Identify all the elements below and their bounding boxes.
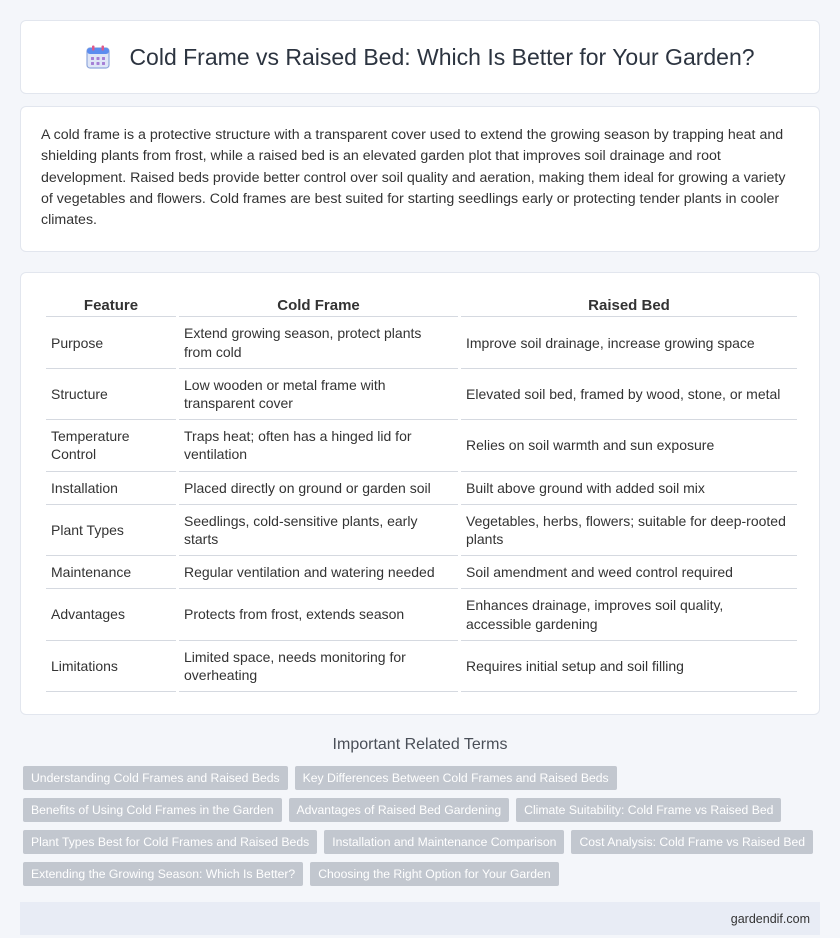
raised-bed-cell: Requires initial setup and soil filling — [460, 640, 798, 691]
calendar-icon — [85, 44, 111, 70]
feature-cell: Maintenance — [45, 556, 178, 589]
raised-bed-cell: Relies on soil warmth and sun exposure — [460, 420, 798, 471]
table-row — [45, 420, 798, 471]
feature-cell: Plant Types — [45, 504, 178, 555]
raised-bed-cell: Elevated soil bed, framed by wood, stone, or metal — [460, 368, 798, 419]
feature-cell: Limitations — [45, 640, 178, 691]
feature-cell: Installation — [45, 471, 178, 504]
comparison-table — [43, 291, 797, 692]
related-term-tag[interactable]: Choosing the Right Option for Your Garden — [310, 862, 558, 886]
related-terms-title: Important Related Terms — [332, 736, 508, 754]
related-term-tag[interactable]: Installation and Maintenance Comparison — [324, 830, 564, 854]
table-row — [45, 317, 798, 368]
page-footer — [20, 902, 820, 935]
raised-bed-cell: Vegetables, herbs, flowers; suitable for deep-rooted plants — [460, 504, 798, 555]
raised-bed-cell: Enhances drainage, improves soil quality, accessible gardening — [460, 589, 798, 640]
column-header-feature: Feature — [45, 291, 178, 317]
feature-cell: Structure — [45, 368, 178, 419]
feature-cell: Advantages — [45, 589, 178, 640]
column-header-cold-frame: Cold Frame — [178, 291, 460, 317]
cold-frame-cell: Seedlings, cold-sensitive plants, early starts — [178, 504, 460, 555]
cold-frame-cell: Protects from frost, extends season — [178, 589, 460, 640]
raised-bed-cell: Built above ground with added soil mix — [460, 471, 798, 504]
cold-frame-cell: Low wooden or metal frame with transparent cover — [178, 368, 460, 419]
raised-bed-cell: Improve soil drainage, increase growing space — [460, 317, 798, 368]
related-term-tag[interactable]: Key Differences Between Cold Frames and Raised Beds — [295, 766, 617, 790]
table-row — [45, 640, 798, 691]
cold-frame-cell: Placed directly on ground or garden soil — [178, 471, 460, 504]
related-term-tag[interactable]: Extending the Growing Season: Which Is Better? — [23, 862, 303, 886]
cold-frame-cell: Traps heat; often has a hinged lid for ventilation — [178, 420, 460, 471]
cold-frame-cell: Regular ventilation and watering needed — [178, 556, 460, 589]
footer-site-link[interactable]: gardendif.com — [730, 911, 810, 926]
related-term-tag[interactable]: Cost Analysis: Cold Frame vs Raised Bed — [571, 830, 813, 854]
related-term-tag[interactable]: Benefits of Using Cold Frames in the Garden — [23, 798, 282, 822]
raised-bed-cell: Soil amendment and weed control required — [460, 556, 798, 589]
table-row — [45, 471, 798, 504]
intro-section — [20, 106, 820, 252]
table-row — [45, 368, 798, 419]
column-header-raised-bed: Raised Bed — [460, 291, 798, 317]
table-row — [45, 556, 798, 589]
related-term-tag[interactable]: Climate Suitability: Cold Frame vs Raised Bed — [516, 798, 781, 822]
intro-text: A cold frame is a protective structure with a transparent cover used to extend the growing season by trapping heat and shielding plants from frost, while a raised bed is an elevated garden plot that improves soil drainage and root development. Raised beds provide better control over soil quality and aeration, making them ideal for growing a variety of vegetables and flowers. Cold frames are best suited for starting seedlings early or protecting tender plants in cooler climates. — [41, 127, 786, 229]
related-terms-list — [20, 766, 820, 886]
page-header — [20, 20, 820, 94]
feature-cell: Temperature Control — [45, 420, 178, 471]
cold-frame-cell: Extend growing season, protect plants from cold — [178, 317, 460, 368]
related-term-tag[interactable]: Understanding Cold Frames and Raised Beds — [23, 766, 288, 790]
cold-frame-cell: Limited space, needs monitoring for overheating — [178, 640, 460, 691]
page-title: Cold Frame vs Raised Bed: Which Is Better for Your Garden? — [129, 43, 755, 70]
table-row — [45, 589, 798, 640]
table-header-row — [45, 291, 798, 317]
comparison-table-card — [20, 272, 820, 715]
feature-cell: Purpose — [45, 317, 178, 368]
table-row — [45, 504, 798, 555]
related-term-tag[interactable]: Plant Types Best for Cold Frames and Raised Beds — [23, 830, 317, 854]
related-term-tag[interactable]: Advantages of Raised Bed Gardening — [289, 798, 510, 822]
